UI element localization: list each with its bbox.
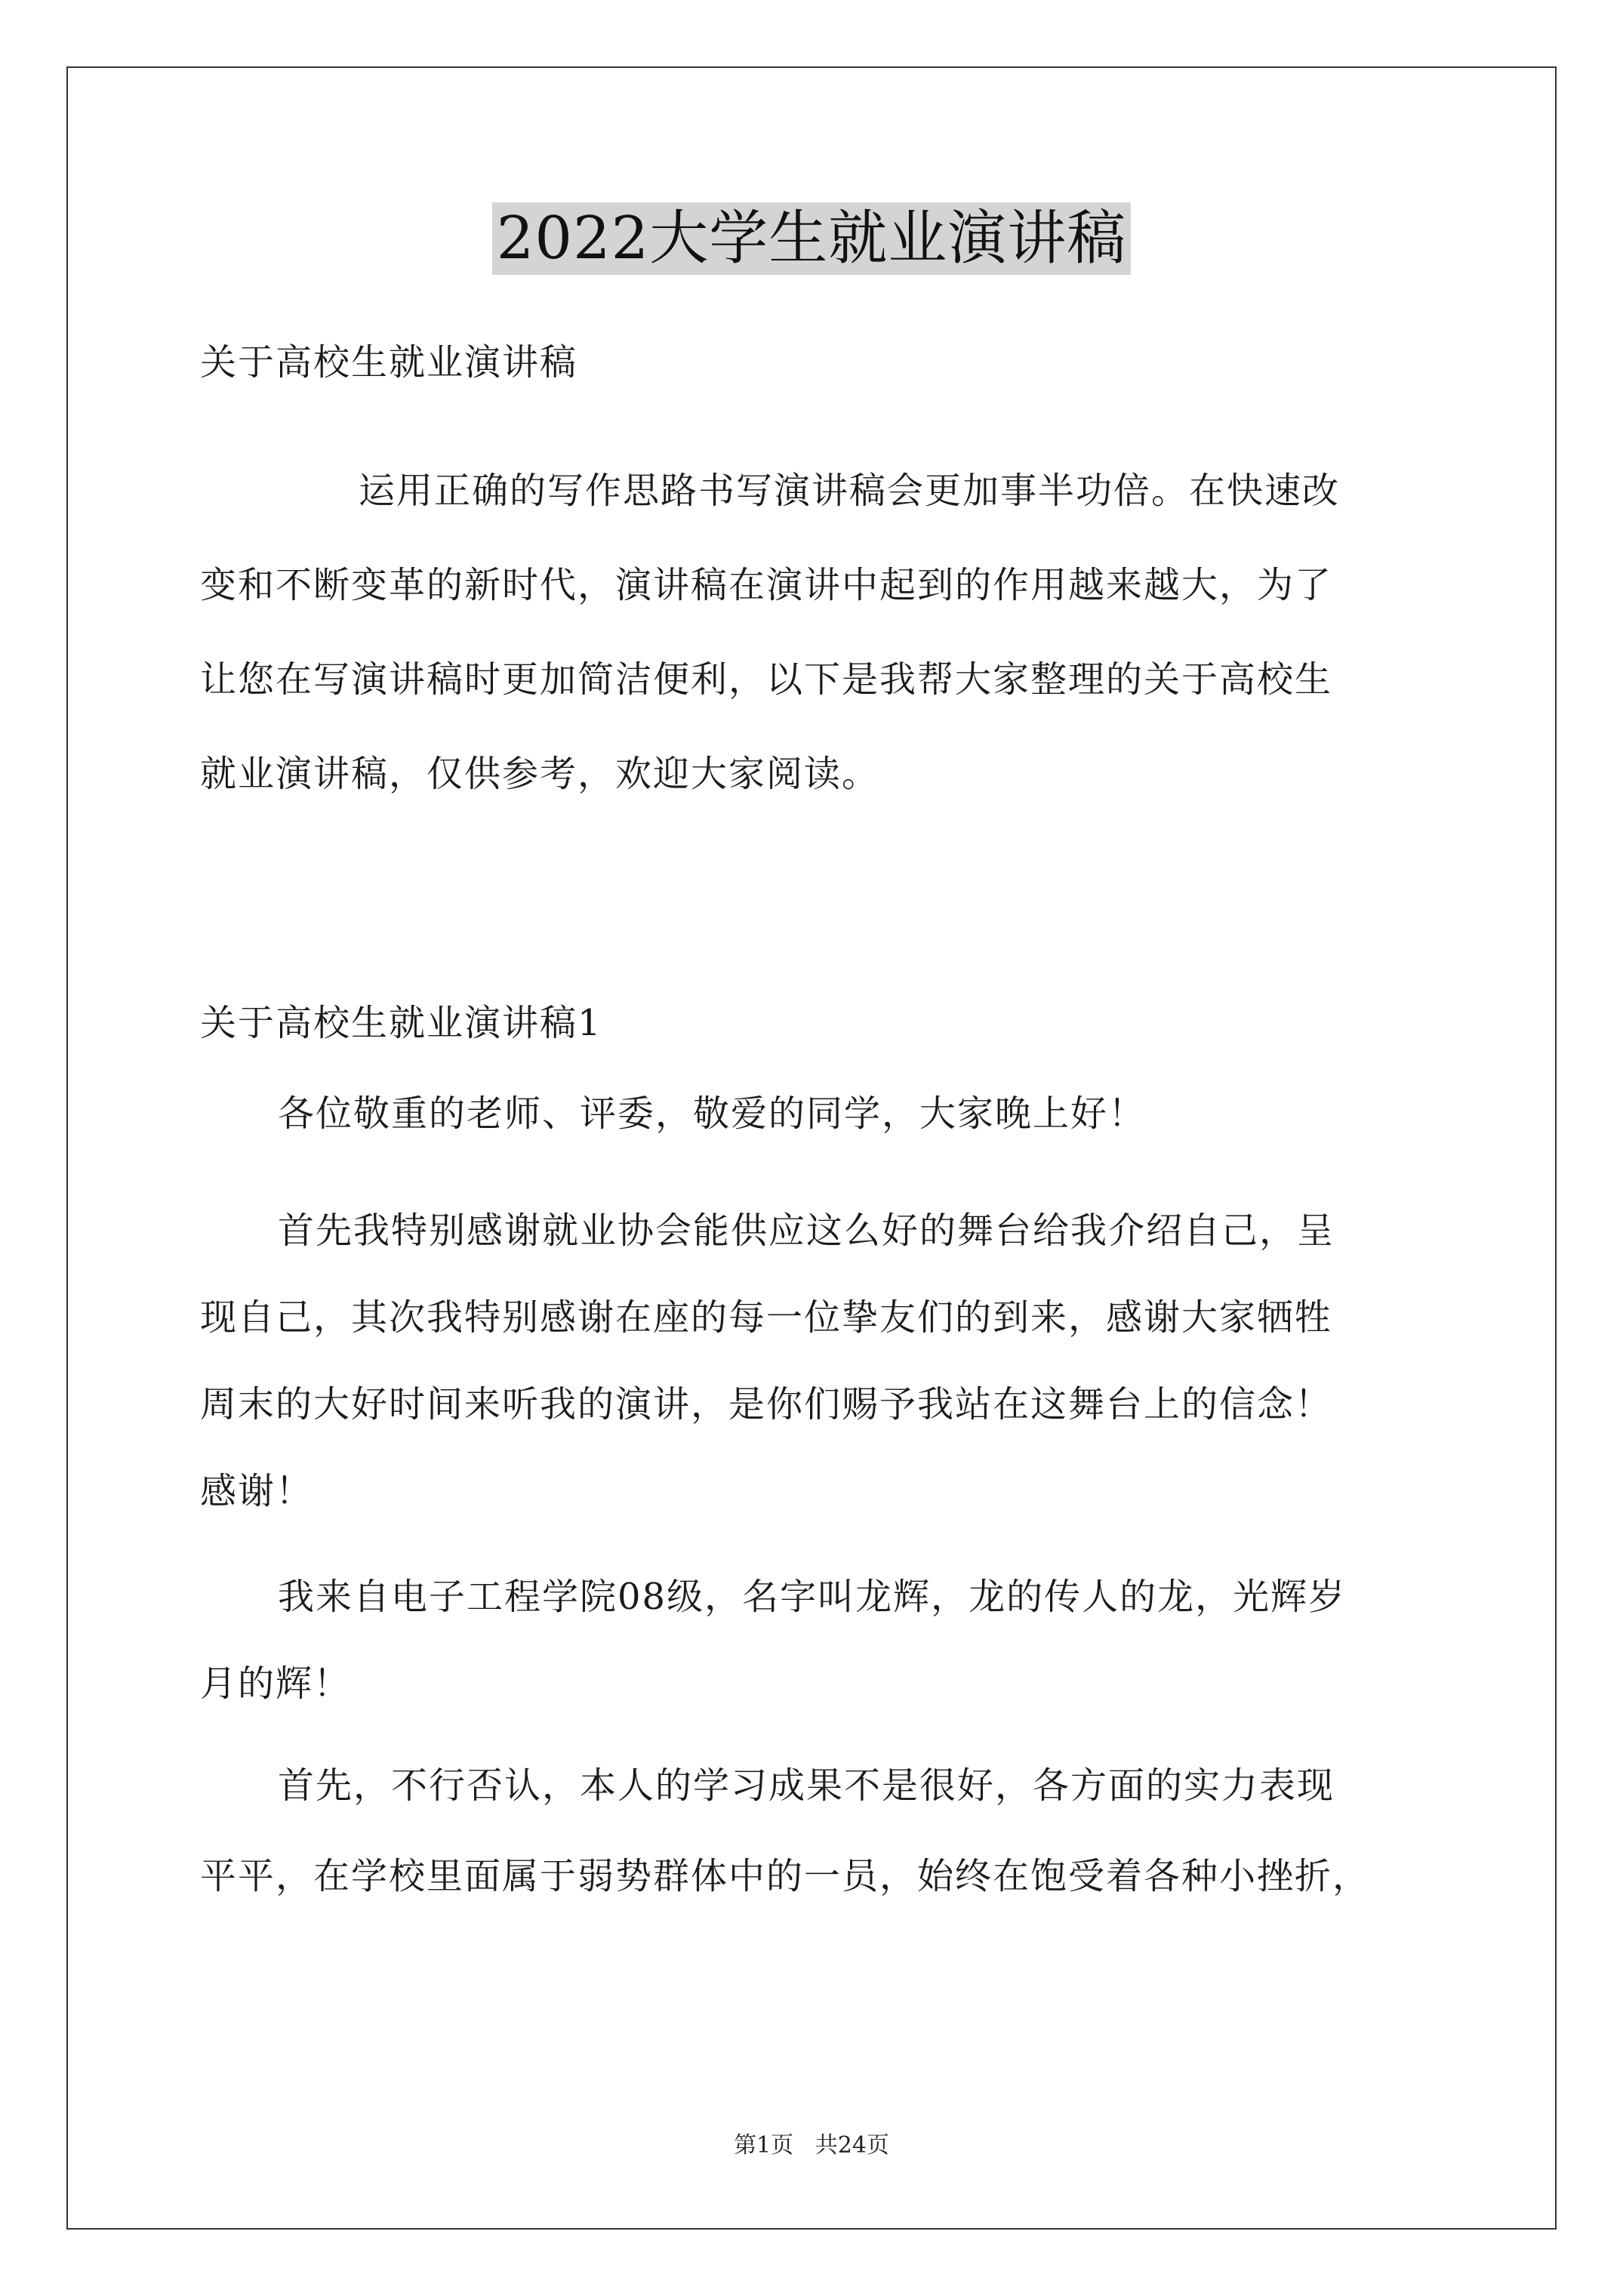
paragraph-line: 变和不断变革的新时代，演讲稿在演讲中起到的作用越来越大，为了 [200, 564, 1333, 606]
paragraph-line: 首先我特别感谢就业协会能供应这么好的舞台给我介绍自己，呈 [278, 1210, 1335, 1252]
page-border [66, 66, 1557, 2230]
paragraph-line: 月的辉！ [200, 1663, 352, 1705]
paragraph-line: 各位敬重的老师、评委，敬爱的同学，大家晚上好！ [278, 1093, 1147, 1135]
paragraph-line: 就业演讲稿，仅供参考，欢迎大家阅读。 [200, 753, 880, 795]
paragraph-line: 现自己，其次我特别感谢在座的每一位挚友们的到来，感谢大家牺牲 [200, 1296, 1333, 1339]
section-heading: 关于高校生就业演讲稿1 [200, 1002, 602, 1044]
paragraph-line: 让您在写演讲稿时更加简洁便利，以下是我帮大家整理的关于高校生 [200, 658, 1333, 701]
paragraph-line: 周末的大好时间来听我的演讲，是你们赐予我站在这舞台上的信念！ [200, 1383, 1333, 1425]
section-heading: 关于高校生就业演讲稿 [200, 341, 578, 384]
title-container [0, 202, 1623, 275]
paragraph-line: 平平，在学校里面属于弱势群体中的一员，始终在饱受着各种小挫折， [200, 1855, 1371, 1897]
paragraph-line: 首先，不行否认，本人的学习成果不是很好，各方面的实力表现 [278, 1764, 1335, 1807]
paragraph-line: 运用正确的写作思路书写演讲稿会更加事半功倍。在快速改 [359, 470, 1341, 512]
document-title: 2022大学生就业演讲稿 [492, 202, 1132, 275]
paragraph-line: 感谢！ [200, 1470, 314, 1512]
page-footer: 第1页 共24页 [734, 2132, 889, 2159]
paragraph-line: 我来自电子工程学院08级，名字叫龙辉，龙的传人的龙，光辉岁 [278, 1576, 1347, 1618]
